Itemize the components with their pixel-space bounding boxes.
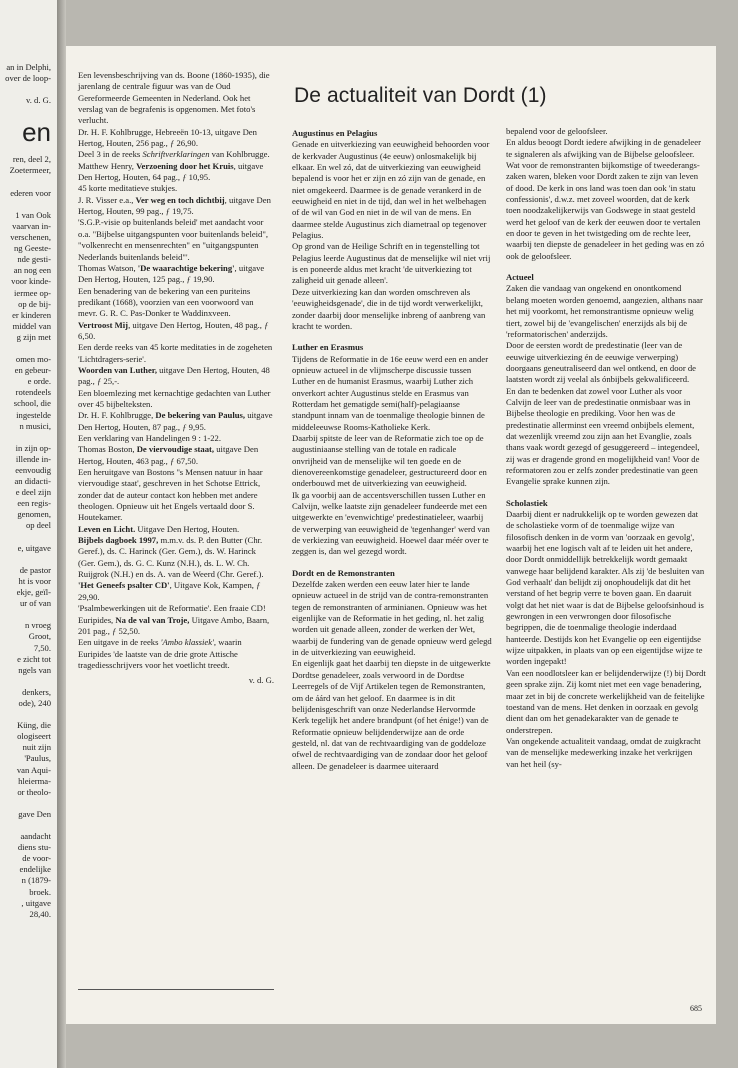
left-page-fragment [0,0,57,1068]
left-line: endelijke [19,864,51,875]
left-line: or theolo- [17,786,51,797]
left-line: op de bij- [18,298,51,309]
left-line: e orde. [27,376,51,387]
column-article-1: Augustinus en Pelagius Genade en uitverkiezing van eeuwigheid behoorden voor de kerkvader Augustinus (4e eeuw) onlosmakelijk bij elkaar. En wel zó, dat de uitverkiezing van eeuwigheid bepalend is voor het er zijn en zó zijn van de genade, en niet omgekeerd. Daarmee is de genade verankerd in de eeuwigheid en niet in de tijd, dan wel in het welbehagen of de wil van God en niet in de wil van de mens. En daarmee stelde Augustinus zich diametraal op tegenover Pelagius. Op grond van de Heilige Schrift en in tegenstelling tot Pelagius leerde Augustinus dat de menselijke wil niet vrij is en poneerde aldus met kracht 'de uitverkiezing tot zaligheid uit genade alleen'. Deze uitverkiezing kan dan worden omschreven als 'eeuwigheidsgenade', die in de tijd wordt verwerkelijkt, zonder daarbij door menselijke inbreng of aanbreng van kracht te worden. Luther en Erasmus Tijdens de Reformatie in de 16e eeuw werd een en ander opnieuw actueel in de vlijmscherpe discussie tussen Luther en de humanist Erasmus, waarbij Luther zich onverkort achter Augustinus stelde en Erasmus van Rotterdam het gematigde semi(half)-pelagiaanse standpunt innam van de toenmalige theologie binnen de middeleeuwse Rooms-Katholieke Kerk. Daarbij spitste de leer van de Reformatie zich toe op de augustiniaanse stelling van de totale en radicale onvrijheid van de menselijke wil ten goede en de dienovereenkomstige genadeleer, gestructureerd door en onderbouwd met de uitverkiezing van eeuwigheid. Ik ga voorbij aan de accentsverschillen tussen Luther en Calvijn, welke laatste zijn genadeleer fundeerde met een uitgewerkte en 'evenwichtige' predestinatieleer, waarbij de verwerping van eeuwigheid de 'tegenhanger' werd van de verkiezing van eeuwigheid. Hoewel daar méér over te zeggen is, dan wel gezegd wordt. Dordt en de Remonstranten Dezelfde zaken werden een eeuw later hier te lande opnieuw actueel in de strijd van de contra-remonstranten tegen de remonstranten of arminianen. Opnieuw was het eigenlijke van de Reformatie in het geding, nl. het zalig worden uit genade alleen, zonder de werken der Wet, waarbij de fundering van de genade opnieuw werd gelegd in de uitverkiezing van eeuwigheid. En eigenlijk gaat het daarbij ten diepste in de uitgewerkte Dordtse genadeleer, zoals verwoord in de Dordtse Leerregels of de Vijf Artikelen tegen de Remonstranten, om de áárd van het geloof. En daarmee is in dit belijdenisgeschrift van onze Nederlandse Hervormde Kerk tegelijk het andere brandpunt (of het énige!) van de Reformatie opnieuw belijdenderwijze aan de orde gesteld, nl. dat van de rechtvaardiging van de goddeloze ofwel de rechtvaardiging van de zondaar door het geloof alleen. De genadeleer is daarmee uiteraard [292,128,492,771]
left-line: 7,50. [33,642,51,653]
column-rule [78,989,274,990]
left-line: n musici, [19,420,51,431]
left-line: ur of van [19,598,51,609]
left-line: Groot, [28,631,51,642]
left-page-text [0,62,51,920]
column-article-2: bepalend voor de geloofsleer. En aldus beoogt Dordt iedere afwijking in de genadeleer te signaleren als afwijking van de Bijbelse geloofsleer. Wat voor de remonstranten bijkomstige of tweederangs-zaken waren, bleken voor Dordt zaken te zijn van leven of dood. De kerk in ons land was toen dan ook 'in statu confessionis', d.w.z. met zoveel woorden, dat de kerk toen noodzakelijkerwijs van Godswege in staat gesteld werd het geloof van de kerk der eeuwen door te vertalen en door te geven in het twistgeding om de rechte leer, waarbij ten diepste de genadeleer in het geding was en zó ook de geloofsleer. Actueel Zaken die vandaag van ongekend en onontkomend belang moeten worden genoemd, aangezien, althans naar het mij voorkomt, het remonstrantisme opnieuw welig tiert, zowel bij de 'evangelischen' enerzijds als bij de 'reformatorischen' anderzijds. Door de eersten wordt de predestinatie (leer van de eeuwige uitverkiezing én de eeuwige verwerping) doorgaans geneutraliseerd dan wel ontkend, en door de laatsten wordt zij veelal als ónbijbels gekwalificeerd. En dan te bedenken dat zowel voor Luther als voor Calvijn de leer van de predestinatie onmisbaar was in Bijbelse theologie en prediking. Voor hen was de predestinatie allerminst een vreemd onbijbels element, dat wezenlijk vreemd zou zijn aan het Evanglie, zoals thans vaak wordt gezegd of gesuggereerd – integendeel, zij was er dragende grond en mogelijkheid van! Voor de reformatoren zou er zelfs zonder predestinatie van geen Evangelie sprake kunnen zijn. Scholastiek Daarbij dient er nadrukkelijk op te worden gewezen dat de scholastieke vorm of de toenmalige wijze van filosofisch denken in de vorm van 'oorzaak en gevolg', waarbij het ene logisch valt af te leiden uit het andere, door Dordt onmiddellijk betrekkelijk wordt gemaakt vanwege haar belijdend karakter. Als zij 'de besluiten van God verhaalt' dan belijdt zij onophoudelijk dat dit het verstand of het begrip verre te boven gaan. En daaruit volgt dat het niet waar is dat de Bijbelse geloofsinhoud is gewrongen in een verwrongen door filosofische begrippen, die de toenmalige theologie inderdaad hanteerde. Destijds kon het Evangelie op een eigentijdse wijze uitpakken, in plaats van op een eigentijdse wijze te worden ingepakt! Van een noodlotsleer kan er belijdenderwijze (!) bij Dordt geen sprake zijn. Zij komt niet met een vage benadering, maar zet in bij de concrete werkelijkheid van de feitelijke toestand van de mens. Het denken in oorzaak en gevolg dient dan om het genadekarakter van de genade te onderstrepen. Van ongekende actualiteit vandaag, omdat de zuigkracht van de menselijke medewerking inzake het verkrijgen van het heil (sy- [506,126,706,769]
left-line: ologiseert [17,731,51,742]
left-line: g zijn met [16,331,51,342]
left-line: verschenen, [10,232,51,243]
magazine-page [66,46,716,1024]
left-line [0,820,51,831]
left-line: ren, deel 2, [12,154,51,165]
left-signature: v. d. G. [26,95,51,106]
left-line: denkers, [22,686,51,697]
left-line: illende in- [15,453,51,464]
left-line: er kinderen [12,309,51,320]
left-line: e zicht tot [17,653,51,664]
left-line: en gebeur- [14,365,51,376]
left-line: Zoetermeer, [9,165,51,176]
left-line: ngels van [18,664,51,675]
page-gutter [57,0,66,1068]
left-line: 'Paulus, [24,753,51,764]
left-line: voor kinde- [11,276,51,287]
left-line: n (1879- [21,875,51,886]
left-line: 1 van Ook [15,209,51,220]
left-line [0,343,51,354]
left-line: nde gesti- [17,254,51,265]
left-line: op deel [25,520,51,531]
left-line: e deel zijn [15,487,51,498]
left-line: , uitgave [21,897,51,908]
left-line: aandacht [20,831,51,842]
left-line [0,432,51,443]
left-line: 28,40. [29,908,51,919]
left-line [0,676,51,687]
left-line: de voor- [22,853,51,864]
left-line [0,199,51,210]
left-line: an didacti- [14,476,51,487]
left-line: hleierma- [18,775,51,786]
left-line: eenvoudig [15,465,51,475]
left-line: vaarvan in- [12,220,51,231]
left-line: rotendeels [15,387,51,398]
left-line: ng Geeste- [14,243,51,254]
left-line [0,609,51,620]
left-line [0,532,51,543]
left-line [0,798,51,809]
page-number: 685 [690,1004,702,1013]
left-line [0,554,51,565]
left-line: school, die [13,398,51,409]
left-line: van Aqui- [16,764,51,775]
signature: v. d. G. [248,675,274,686]
left-line: ederen voor [10,187,51,198]
left-line: ht is voor [18,575,51,586]
left-line: ingestelde [16,409,51,420]
column-reviews: Een levensbeschrijving van ds. Boone (1860-1935), die jarenlang de centrale figuur was van de Oud Gereformeerde Gemeenten in Nederland. Ook het verslag van de begrafenis is opgenomen. Met foto's verlucht. Dr. H. F. Kohlbrugge, Hebreeën 10-13, uitgave Den Hertog, Houten, 256 pag., ƒ 26,90. Deel 3 in de reeks Schriftverklaringen van Kohlbrugge. Matthew Henry, Verzoening door het Kruis, uitgave Den Hertog, Houten, 64 pag., ƒ 10,95. 45 korte meditatieve stukjes. J. R. Visser e.a., Ver weg en toch dichtbij, uitgave Den Hertog, Houten, 99 pag., ƒ 19,75. 'S.G.P.-visie op buitenlands beleid' met aandacht voor o.a. "Bijbelse uitgangspunten voor buitenlands beleid", "volkenrecht en mensenrechten" en "uitgangspunten Nederlands buitenlands beleid"'. Thomas Watson, 'De waarachtige bekering', uitgave Den Hertog, Houten, 125 pag., ƒ 19,90. Een benadering van de bekering van een puriteins predikant (1668), voorzien van een voorwoord van mevr. G. R. C. Pas-Donker te Waddinxveen. Vertroost Mij, uitgave Den Hertog, Houten, 48 pag., ƒ 6,50. Een derde reeks van 45 korte meditaties in de zogeheten 'Lichtdragers-serie'. Woorden van Luther, uitgave Den Hertog, Houten, 48 pag., ƒ 25,-. Een bloemlezing met kernachtige gedachten van Luther over 45 bijbelteksten. Dr. H. F. Kohlbrugge, De bekering van Paulus, uitgave Den Hertog, Houten, 87 pag., ƒ 9,95. Een verklaring van Handelingen 9 : 1-22. Thomas Boston, De viervoudige staat, uitgave Den Hertog, Houten, 463 pag., ƒ 67,50. Een heruitgave van Bostons ''s Mensen natuur in haar viervoudige staat', geschreven in het Schotse Ettrick, zonder dat de auteur contact kon hebben met andere theologen. Opnieuw uit het Engels vertaald door S. Houtekamer. Leven en Licht. Uitgave Den Hertog, Houten. Bijbels dagboek 1997, m.m.v. ds. P. den Butter (Chr. Geref.), ds. C. Harinck (Ger. Gem.), ds. W. Harinck (Ger. Gem.), ds. G. C. Kunz (N.H.), ds. L. W. Ch. Ruijgrok (N.H.) en ds. A. van de Weerd (Chr. Geref.). 'Het Geneefs psalter CD', Uitgave Kok, Kampen, ƒ 29,90. 'Psalmbewerkingen uit de Reformatie'. Een fraaie CD! Euripides, Na de val van Troje, Uitgave Ambo, Baarn, 201 pag., ƒ 52,50. Een uitgave in de reeks 'Ambo klassiek', waarin Euripides 'de laatste van de drie grote Attische tragediesschrijvers voor het voetlicht treedt. v. d. G. [78,70,274,686]
left-line: in zijn op- [15,442,51,453]
left-line: ekje, geïl- [16,587,51,598]
left-line: over de loop- [5,73,51,84]
left-heading-fragment: en [22,117,51,148]
left-line: gave Den [18,808,51,819]
left-line: iermee op- [14,287,51,298]
left-line: Küng, die [17,720,51,731]
left-line: genomen, [17,509,51,520]
left-line: diens stu- [17,842,51,853]
left-line: een regis- [17,498,51,509]
left-line [0,709,51,720]
left-line: e, uitgave [17,542,51,553]
left-line: de pastor [19,564,51,575]
article-title: De actualiteit van Dordt (1) [294,84,547,107]
left-line: broek. [29,886,51,897]
left-line [0,177,51,188]
left-body-lines [0,154,51,919]
left-line: omen mo- [15,354,51,365]
left-line: middel van [12,320,51,331]
left-line: nuit zijn [22,742,51,753]
left-line: ode), 240 [18,697,51,708]
left-line: an nog een [13,265,51,276]
left-line: n vroeg [24,620,51,631]
left-line: an in Delphi, [6,62,51,72]
